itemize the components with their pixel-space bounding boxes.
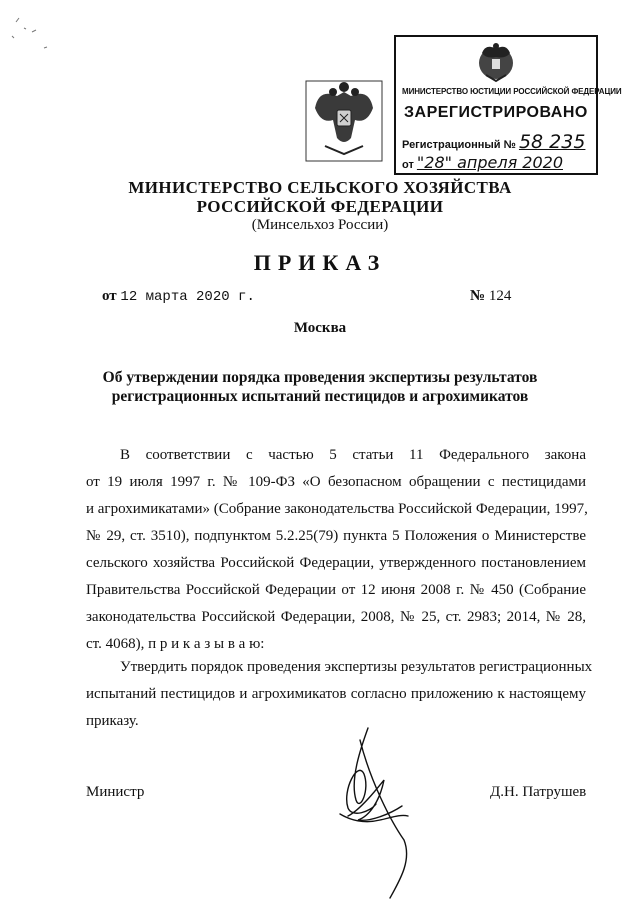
text-line: от 19 июля 1997 г. № 109-ФЗ «О безопасном обращении с пестицидами: [86, 474, 586, 490]
order-date-value: 12 марта 2020 г.: [120, 289, 255, 305]
ministry-name-line1: МИНИСТЕРСТВО СЕЛЬСКОГО ХОЗЯЙСТВА: [128, 178, 512, 197]
handwritten-signature: [330, 720, 440, 900]
body-paragraph-1: [86, 442, 586, 658]
stamp-date-value: "28" апреля 2020: [416, 153, 563, 172]
text-line: Правительства Российской Федерации от 12 июня 2008 г. № 450 (Собрание: [86, 582, 586, 598]
text-line: ст. 4068), п р и к а з ы в а ю:: [86, 636, 265, 652]
order-number-value: 124: [488, 288, 512, 304]
stamp-date-prefix: от: [402, 159, 414, 171]
registration-stamp: [394, 35, 622, 175]
city: Москва: [293, 320, 347, 336]
text-line: и агрохимикатами» (Собрание законодательства Российской Федерации, 1997,: [86, 501, 588, 517]
text-line: В соответствии с частью 5 статьи 11 Федерального закона: [120, 447, 586, 463]
stamp-registration-number: 58 235: [518, 131, 586, 153]
stamp-status: ЗАРЕГИСТРИРОВАНО: [404, 104, 588, 121]
text-line: приказу.: [86, 713, 139, 729]
signer-title: Министр: [86, 784, 145, 800]
stamp-ministry-name: МИНИСТЕРСТВО ЮСТИЦИИ РОССИЙСКОЙ ФЕДЕРАЦИИ: [402, 87, 622, 96]
order-date-prefix: от: [102, 288, 117, 304]
text-line: Утвердить порядок проведения экспертизы результатов регистрационных: [120, 659, 593, 675]
state-eagle-emblem-icon: [305, 80, 383, 162]
stamp-registration-row: [402, 131, 585, 153]
ministry-name-line2: РОССИЙСКОЙ ФЕДЕРАЦИИ: [196, 197, 444, 216]
order-date: [102, 288, 255, 305]
subject-line: Об утверждении порядка проведения экспертизы результатов: [102, 369, 538, 386]
text-line: № 29, ст. 3510), подпунктом 5.2.25(79) пункта 5 Положения о Министерстве: [86, 528, 586, 544]
text-line: законодательства Российской Федерации, 2008, № 25, ст. 2983; 2014, № 28,: [86, 609, 586, 625]
stamp-eagle-emblem-icon: [476, 41, 516, 83]
order-number: [470, 288, 511, 305]
stamp-date-row: [402, 153, 563, 172]
subject-line: регистрационных испытаний пестицидов и агрохимикатов: [111, 388, 529, 405]
text-line: испытаний пестицидов и агрохимикатов согласно приложению к настоящему: [86, 686, 586, 702]
stamp-registration-label: Регистрационный №: [402, 139, 516, 151]
order-subject: [0, 368, 640, 406]
signer-name: Д.Н. Патрушев: [490, 784, 587, 800]
text-line: сельского хозяйства Российской Федерации, утвержденного постановлением: [86, 555, 586, 571]
document-type-title: ПРИКАЗ: [253, 250, 387, 275]
corner-marks: [4, 8, 64, 58]
order-number-prefix: №: [470, 288, 486, 304]
ministry-short-name: (Минсельхоз России): [251, 217, 389, 233]
